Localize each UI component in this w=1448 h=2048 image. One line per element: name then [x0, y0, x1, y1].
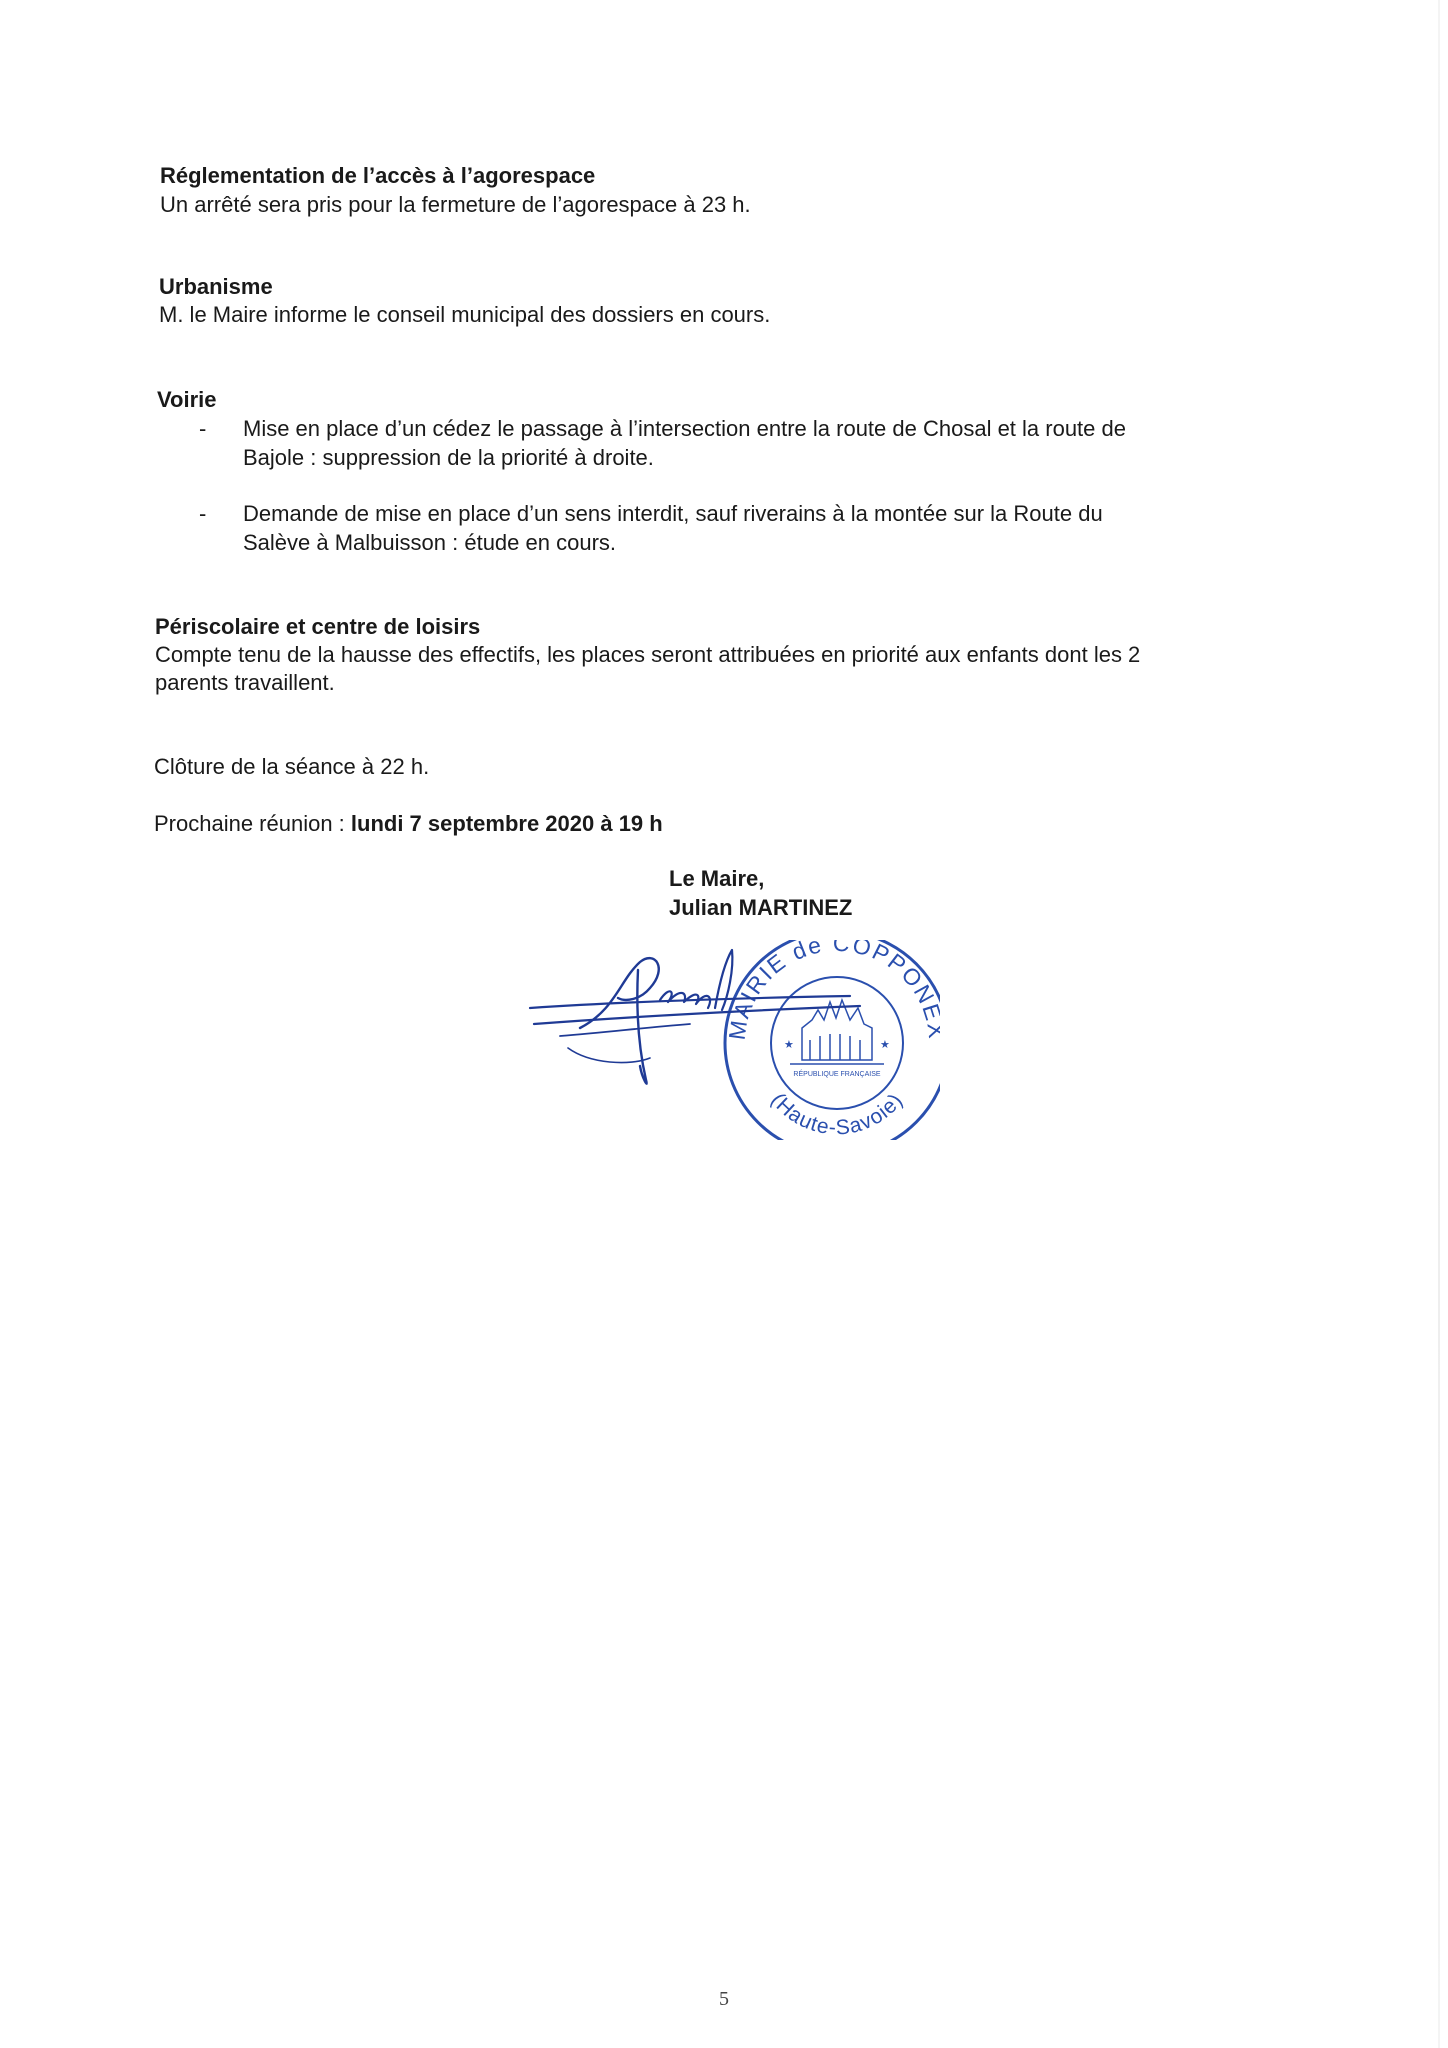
svg-text:★: ★: [880, 1038, 890, 1051]
text-cloture: Clôture de la séance à 22 h.: [154, 754, 430, 779]
bullet-dash: -: [199, 501, 207, 526]
text-periscolaire-line2: parents travaillent.: [155, 670, 335, 695]
heading-urbanisme: Urbanisme: [159, 274, 273, 299]
list-item: [199, 414, 1273, 472]
heading-periscolaire: Périscolaire et centre de loisirs: [155, 614, 481, 639]
list-item-text: Mise en place d’un cédez le passage à l’intersection entre la route de Chosal et la route de Bajole : suppression de la priorité à droite.: [243, 416, 1126, 470]
signatory-role: Le Maire,: [669, 866, 765, 891]
text-urbanisme: M. le Maire informe le conseil municipal des dossiers en cours.: [159, 302, 771, 327]
bullet-dash: -: [199, 416, 207, 441]
next-meeting-date: lundi 7 septembre 2020 à 19 h: [350, 811, 663, 836]
list-item: [199, 499, 1273, 557]
stamp-and-signature: [520, 940, 940, 1140]
text-periscolaire-line1: Compte tenu de la hausse des effectifs, les places seront attribuées en priorité aux enfants dont les 2: [155, 642, 1141, 667]
heading-voirie: Voirie: [157, 387, 217, 412]
stamp-top-text: MAIRIE de COPPON: [723, 940, 940, 1042]
official-stamp-icon: [520, 940, 940, 1140]
signatory-name: Julian MARTINEZ: [669, 895, 853, 920]
list-item-text: Demande de mise en place d’un sens interdit, sauf riverains à la montée sur la Route du Salève à Malbuisson : étude en cours.: [243, 501, 1103, 555]
stamp-stars: [784, 1038, 890, 1051]
next-meeting-label: Prochaine réunion :: [154, 811, 351, 836]
svg-text:★: ★: [784, 1038, 794, 1051]
page-number: 5: [719, 1988, 729, 2010]
stamp-emblem: [790, 1000, 884, 1064]
text-next-meeting: [154, 810, 663, 838]
heading-agorespace: Réglementation de l’accès à l’agorespace: [160, 163, 596, 188]
text-agorespace: Un arrêté sera pris pour la fermeture de l’agorespace à 23 h.: [160, 192, 751, 217]
signature-block: [669, 864, 852, 922]
scan-edge: [1438, 0, 1440, 2048]
stamp-inner-text: RÉPUBLIQUE FRANÇAISE: [793, 1071, 881, 1078]
stamp-bottom-text: (Haute-Savoie): [766, 1088, 908, 1140]
